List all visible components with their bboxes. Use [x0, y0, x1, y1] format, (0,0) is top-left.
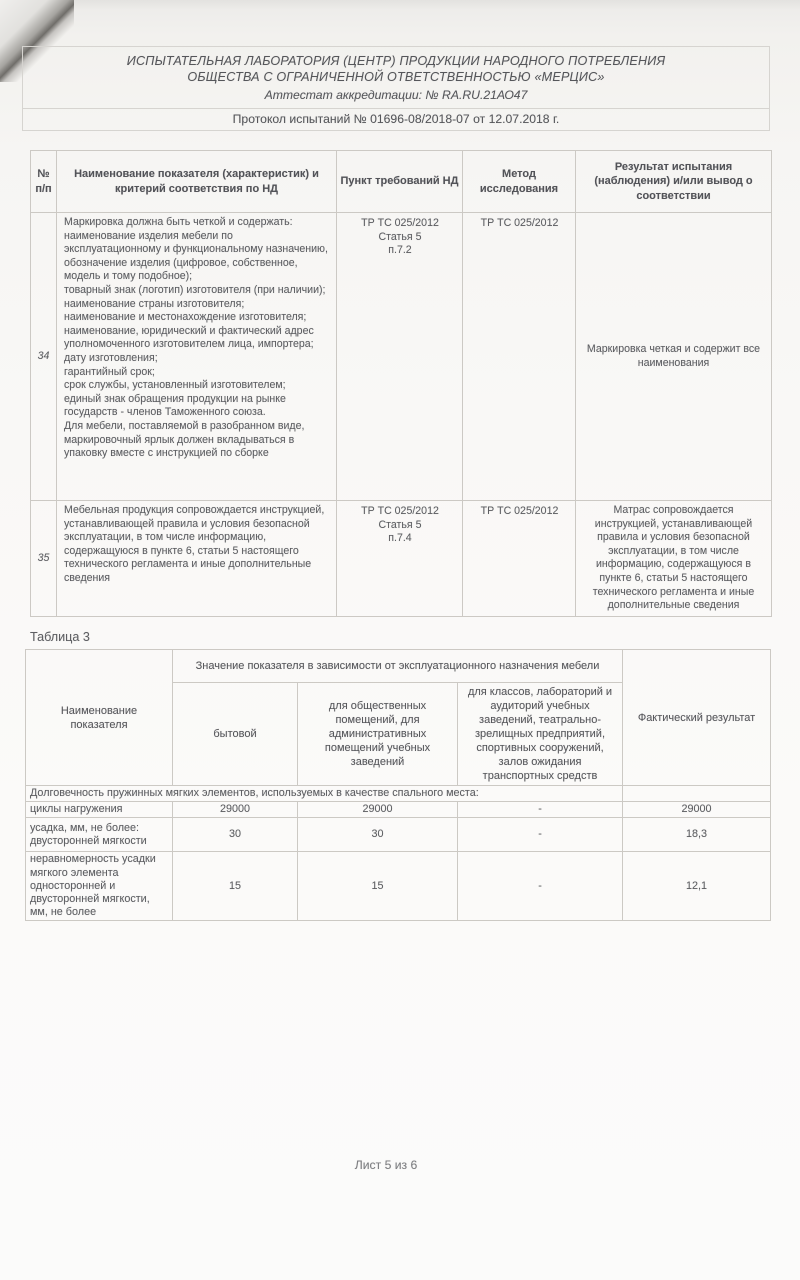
public-value-cell: 15: [298, 852, 458, 921]
household-value-cell: 30: [173, 818, 298, 852]
classes-value-cell: -: [458, 818, 623, 852]
table-row: [31, 501, 772, 617]
header-num: № п/п: [31, 151, 57, 213]
header-classrooms: для классов, лабораторий и аудиторий учебных заведений, театрально-зрелищных предприятий, спортивных сооружений, залов ожидания транспортных средств: [458, 683, 623, 786]
classes-value-cell: -: [458, 802, 623, 818]
header-requirement-clause: Пункт требований НД: [337, 151, 463, 213]
laboratory-name-line1: ИСПЫТАТЕЛЬНАЯ ЛАБОРАТОРИЯ (ЦЕНТР) ПРОДУКЦИИ НАРОДНОГО ПОТРЕБЛЕНИЯ: [126, 54, 666, 68]
empty-cell: [623, 786, 771, 802]
public-value-cell: 29000: [298, 802, 458, 818]
accreditation-line: Аттестат аккредитации: № RA.RU.21АО47: [264, 88, 528, 102]
table-row: [26, 818, 771, 852]
protocol-number-line: Протокол испытаний № 01696-08/2018-07 от 12.07.2018 г.: [23, 108, 769, 130]
table-row: [26, 802, 771, 818]
table-row: [26, 852, 771, 921]
header-household: бытовой: [173, 683, 298, 786]
test-result-cell: Матрас сопровождается инструкцией, устанавливающей правила и условия безопасной эксплуатации, в том числе информацию, содержащуюся в пункте 6, статьи 5 настоящего технического регламента и иные дополнительные сведения: [576, 501, 772, 617]
indicator-name-cell: Мебельная продукция сопровождается инструкцией, устанавливающей правила и условия безопасной эксплуатации, в том числе информацию, содержащуюся в пункте 6, статьи 5 настоящего технического регламента и иные дополнительные сведения: [57, 501, 337, 617]
test-method-cell: ТР ТС 025/2012: [463, 213, 576, 501]
row-number: 34: [31, 213, 57, 501]
test-method-cell: ТР ТС 025/2012: [463, 501, 576, 617]
laboratory-name-block: [23, 47, 769, 108]
results-table-header-row: [31, 151, 772, 213]
row-number: 35: [31, 501, 57, 617]
test-result-cell: Маркировка четкая и содержит все наименования: [576, 213, 772, 501]
actual-result-cell: 29000: [623, 802, 771, 818]
table3-caption: Таблица 3: [30, 630, 90, 644]
scan-edge-shading: [0, 0, 800, 10]
actual-result-cell: 18,3: [623, 818, 771, 852]
page-number-footer: Лист 5 из 6: [354, 1158, 418, 1172]
indicator-name-cell: неравномерность усадки мягкого элемента односторонней и двусторонней мягкости, мм, не более: [26, 852, 173, 921]
header-actual-result: Фактический результат: [623, 650, 771, 786]
header-indicator-name: Наименование показателя: [26, 650, 173, 786]
header-indicator-name: Наименование показателя (характеристик) и критерий соответствия по НД: [57, 151, 337, 213]
household-value-cell: 29000: [173, 802, 298, 818]
document-letterhead: [22, 46, 770, 131]
section-title-cell: Долговечность пружинных мягких элементов, используемых в качестве спального места:: [26, 786, 623, 802]
laboratory-name-line2: ОБЩЕСТВА С ОГРАНИЧЕННОЙ ОТВЕТСТВЕННОСТЬЮ «МЕРЦИС»: [187, 69, 605, 84]
actual-result-cell: 12,1: [623, 852, 771, 921]
header-test-result: Результат испытания (наблюдения) и/или вывод о соответствии: [576, 151, 772, 213]
results-table: [30, 150, 772, 617]
section-header-row: [26, 786, 771, 802]
indicator-name-cell: циклы нагружения: [26, 802, 173, 818]
requirement-clause-cell: ТР ТС 025/2012 Статья 5 п.7.2: [337, 213, 463, 501]
public-value-cell: 30: [298, 818, 458, 852]
table-row: [31, 213, 772, 501]
header-test-method: Метод исследования: [463, 151, 576, 213]
header-value-by-purpose-group: Значение показателя в зависимости от эксплуатационного назначения мебели: [173, 650, 623, 683]
durability-table: [25, 649, 771, 921]
indicator-name-cell: Маркировка должна быть четкой и содержать: наименование изделия мебели по эксплуатационному и функциональному назначению, обозначение изделия (цифровое, собственное, модель и тому подобное); товарный знак (логотип) изготовителя (при наличии); наименование страны изготовителя; наименование и местонахождение изготовителя; наименование, юридический и фактический адрес уполномоченного изготовителем лица, импортера; дату изготовления; гарантийный срок; срок службы, установленный изготовителем; единый знак обращения продукции на рынке государств - членов Таможенного союза. Для мебели, поставляемой в разобранном виде, маркировочный ярлык должен вкладываться в упаковку вместе с инструкцией по сборке: [57, 213, 337, 501]
header-public-premises: для общественных помещений, для административных помещений учебных заведений: [298, 683, 458, 786]
table3-header-row-1: [26, 650, 771, 683]
indicator-name-cell: усадка, мм, не более: двусторонней мягкости: [26, 818, 173, 852]
classes-value-cell: -: [458, 852, 623, 921]
requirement-clause-cell: ТР ТС 025/2012 Статья 5 п.7.4: [337, 501, 463, 617]
household-value-cell: 15: [173, 852, 298, 921]
